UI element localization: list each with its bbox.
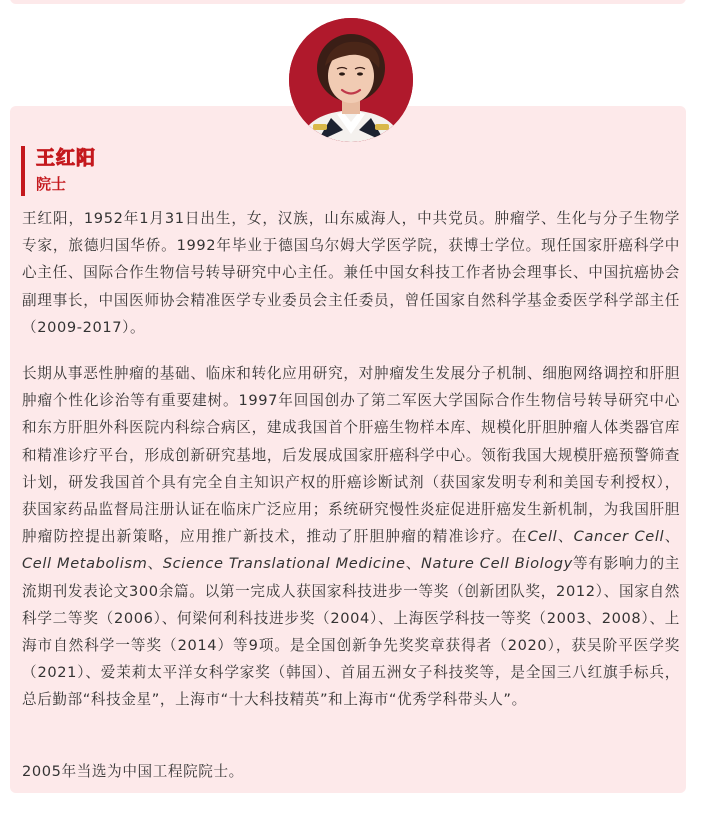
name-header xyxy=(21,146,96,196)
previous-card-edge xyxy=(10,0,686,4)
avatar xyxy=(289,18,413,142)
list-separator: 、 xyxy=(147,555,163,573)
bio-paragraph-2-part-b: 等有影响力的主流期刊发表论文300余篇。以第一完成人获国家科技进步一等奖（创新团队奖，2012）、国家自然科学二等奖（2006）、何梁何利科技进步奖（2004）、上海医学科技一等奖（2003、2008）、上海市自然科学一等奖（2014）等9项。是全国创新争先奖奖章获得者（2020），获吴阶平医学奖（2021）、爱茉莉太平洋女科学家奖（韩国）、首届五洲女子科技奖等，是全国三八红旗手标兵，总后勤部“科技金星”，上海市“十大科技精英”和上海市“优秀学科带头人”。 xyxy=(22,555,680,709)
journal-name: Cell Metabolism xyxy=(22,555,148,573)
bio-paragraph-2-part-a: 长期从事恶性肿瘤的基础、临床和转化应用研究，对肿瘤发生发展分子机制、细胞网络调控和肝胆肿瘤个性化诊治等有重要建树。1997年回国创办了第二军医大学国际合作生物信号转导研究中心和东方肝胆外科医院内科综合病区，建成我国首个肝癌生物样本库、规模化肝胆肿瘤人体类器官库和精准诊疗平台，形成创新研究基地，后发展成国家肝癌科学中心。领衔我国大规模肝癌预警筛查计划，研发我国首个具有完全自主知识产权的肝癌诊断试剂（获国家发明专利和美国专利授权），获国家药品监督局注册认证在临床广泛应用；系统研究慢性炎症促进肝癌发生新机制，为我国肝胆肿瘤防控提出新策略，应用推广新技术，推动了肝胆肿瘤的精准诊疗。在 xyxy=(22,365,680,546)
person-title: 院士 xyxy=(36,175,67,193)
bio-paragraph-1: 王红阳，1952年1月31日出生，女，汉族，山东威海人，中共党员。肿瘤学、生化与分子生物学专家，旅德归国华侨。1992年毕业于德国乌尔姆大学医学院，获博士学位。现任国家肝癌科学中心主任、国际合作生物信号转导研究中心主任。兼任中国女科技工作者协会理事长、中国抗癌协会副理事长，中国医师协会精准医学专业委员会主任委员，曾任国家自然科学基金委医学科学部主任（2009-2017）。 xyxy=(22,210,680,336)
portrait-image xyxy=(289,18,413,142)
person-name: 王红阳 xyxy=(36,147,97,169)
journal-name: Cell xyxy=(527,528,558,546)
bio-paragraph-2 xyxy=(22,360,680,714)
list-separator: 、 xyxy=(557,528,574,546)
journal-name: Nature Cell Biology xyxy=(421,555,573,573)
journal-name: Science Translational Medicine xyxy=(162,555,406,573)
list-separator: 、 xyxy=(405,555,422,573)
list-separator: 、 xyxy=(664,528,680,546)
journal-name: Cancer Cell xyxy=(573,528,665,546)
bio-paragraph-3: 2005年当选为中国工程院院士。 xyxy=(22,763,244,780)
